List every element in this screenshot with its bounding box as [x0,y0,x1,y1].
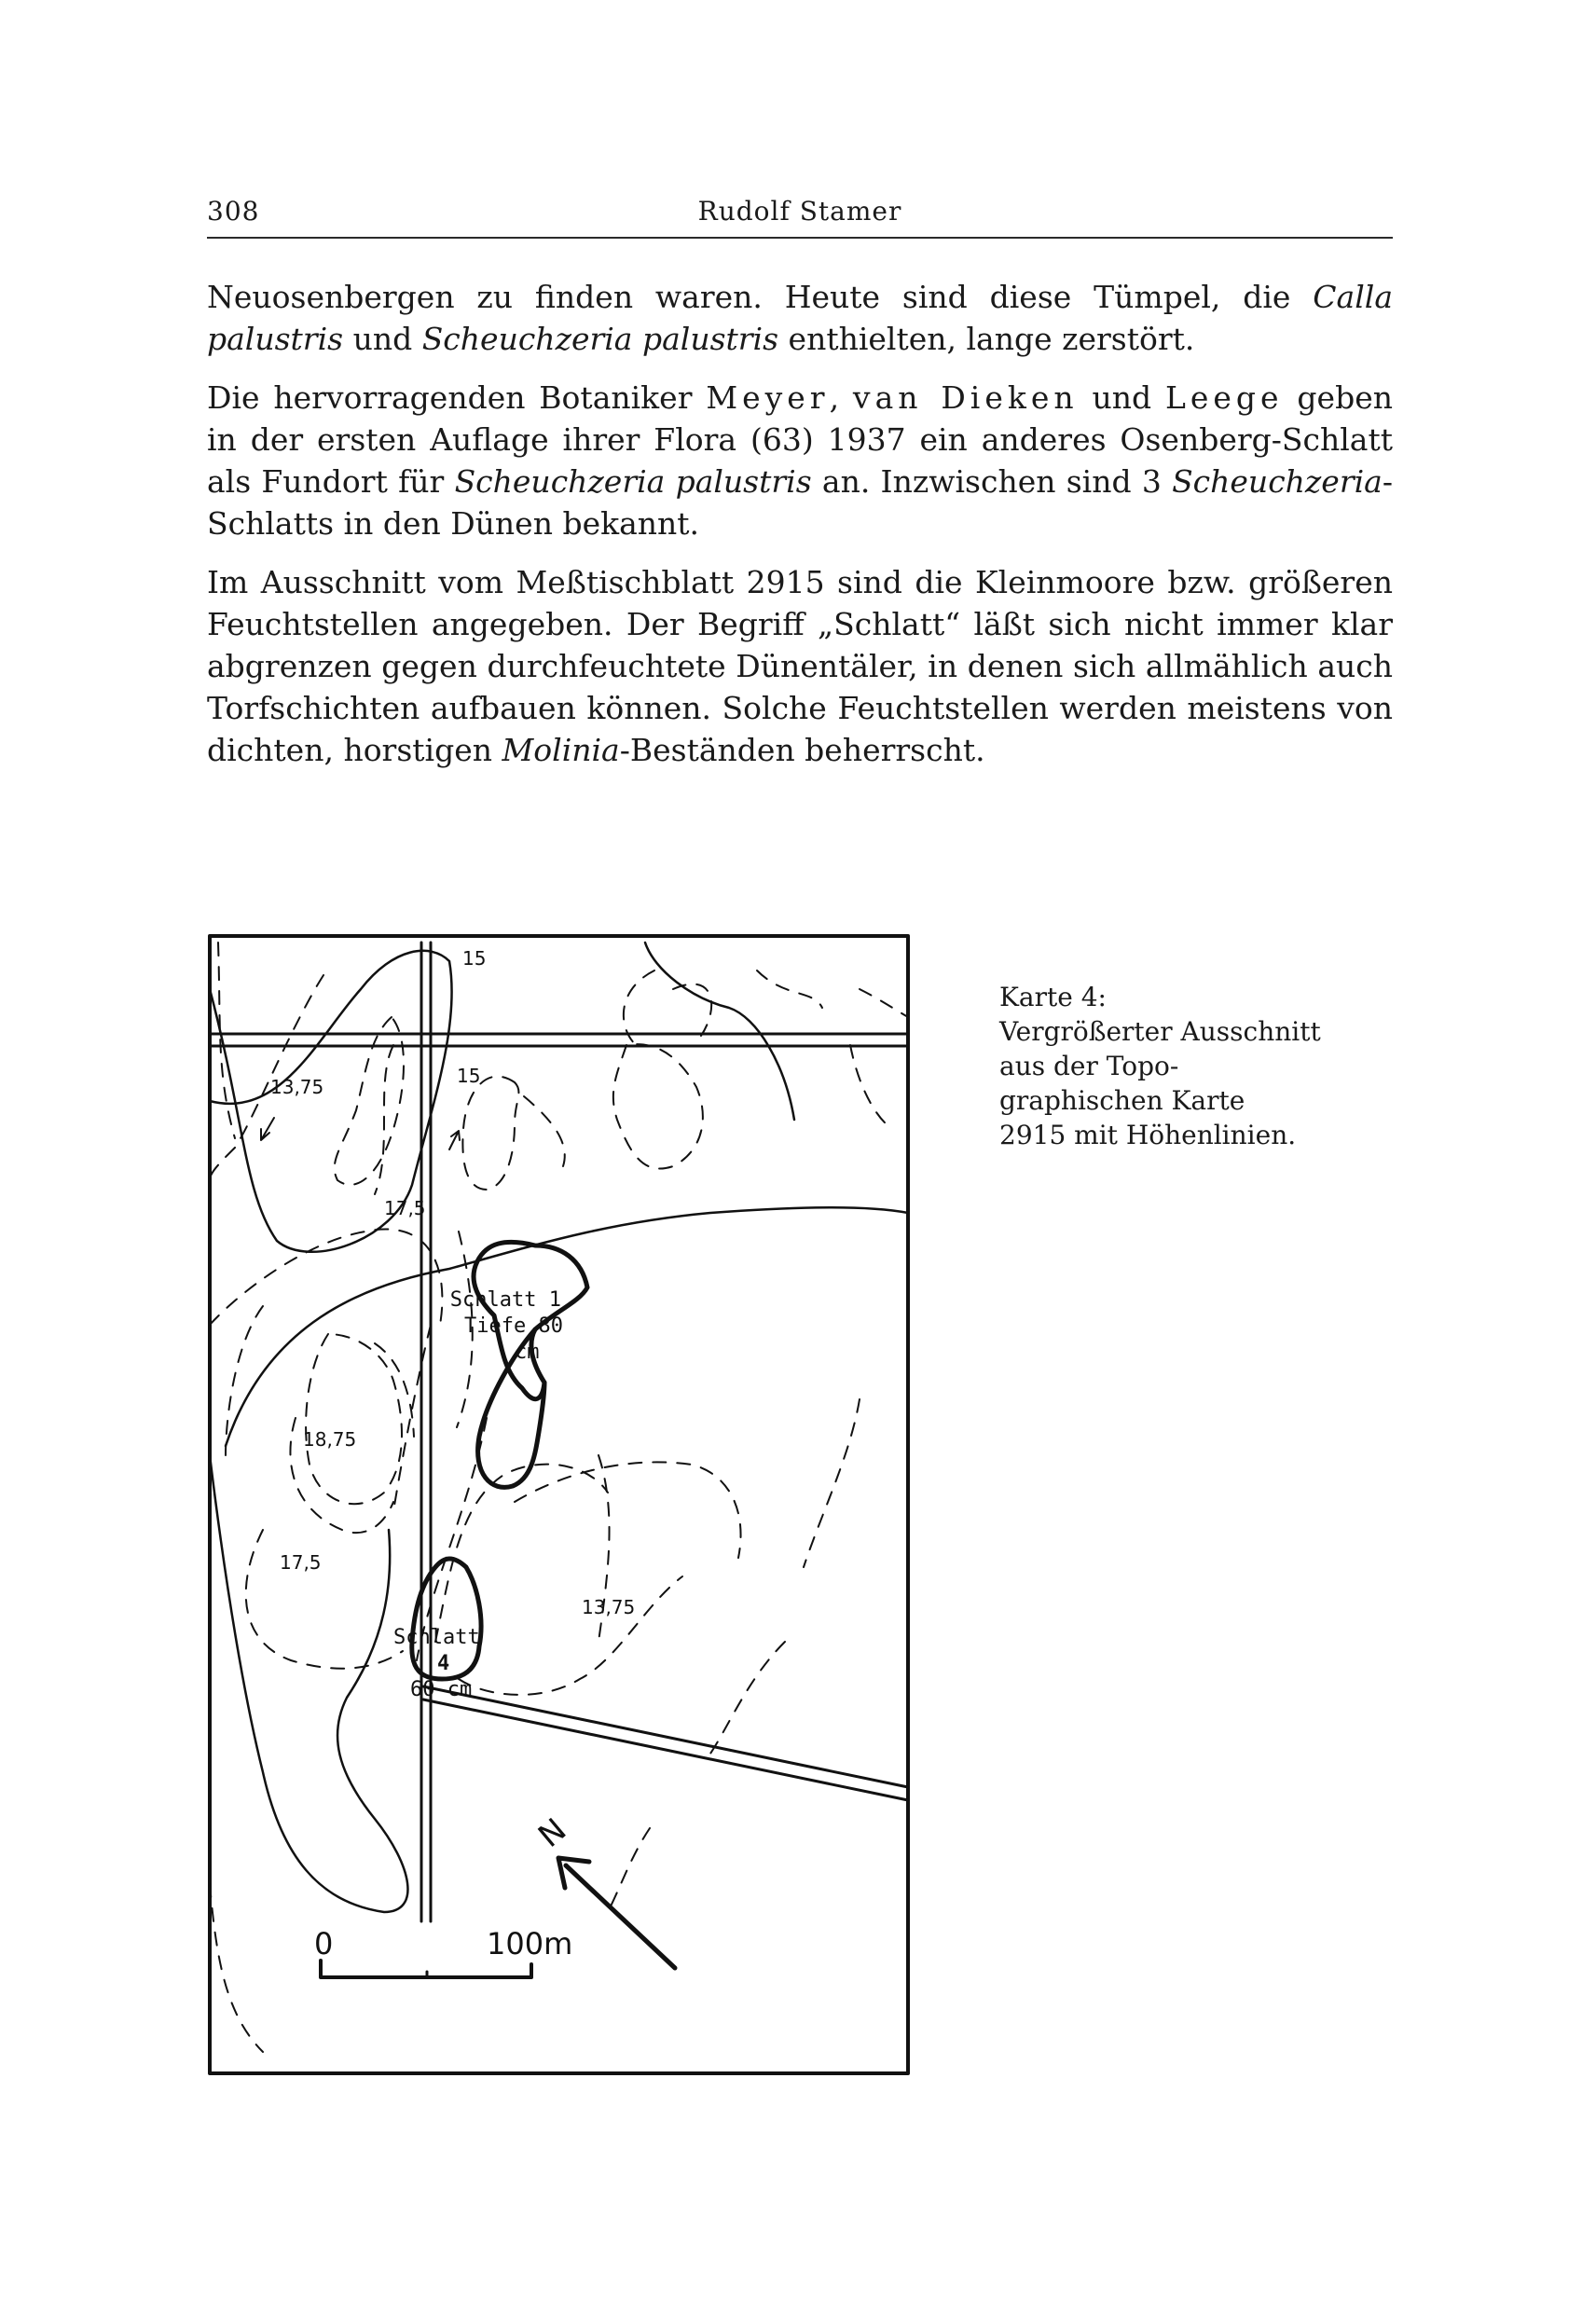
paragraph-3 [207,561,1393,771]
scale-label-end: 100m [487,1926,573,1961]
paragraph-2-text-b: , [829,379,853,416]
topographic-map [207,933,911,2076]
dashed-contours [209,943,908,2052]
map-border [210,936,908,2073]
body-text [207,276,1393,788]
scale-label-zero: 0 [314,1926,334,1961]
schlatt-1-depth: Tiefe 80 [464,1314,563,1338]
schlatt-4-depth: 60 cm [410,1678,473,1701]
caption-line-2: Vergrößerter Ausschnitt [999,1016,1321,1047]
paragraph-1 [207,276,1393,360]
page-header [207,196,1393,239]
paragraph-3-text-a: Im Ausschnitt vom Meßtischblatt 2915 sind die Kleinmoore bzw. größeren Feuchtstellen angegeben. Der Begriff „Schlatt“ läßt sich nicht immer klar abgrenzen gegen durchfeuchtete Dünentäler, in denen sich allmählich auch Torfschichten aufbauen können. Solche Feuchtstellen werden meistens von dichten, horstigen [207,564,1393,768]
caption-line-1: Karte 4: [999,982,1107,1012]
schlatt-4-number: 4 [437,1652,450,1675]
genus-molinia: Molinia [502,732,620,768]
running-head: Rudolf Stamer [697,196,902,227]
author-name-1: Meyer [706,379,830,416]
species-scheuchzeria: Scheuchzeria palustris [421,321,779,357]
map-caption [999,980,1354,1152]
contour-label-15-top: 15 [462,947,487,970]
caption-line-5: 2915 mit Höhenlinien. [999,1120,1297,1150]
contour-label-1375-right: 13,75 [582,1596,636,1618]
author-name-2: van Dieken [852,379,1079,416]
paragraph-1-text-a: Neuosenbergen zu finden waren. Heute sind diese Tümpel, die [207,279,1314,315]
species-scheuchzeria-2: Scheuchzeria palustris [454,463,812,500]
paragraph-1-text-c: enthielten, lange zerstört. [778,321,1195,357]
page-number: 308 [207,196,260,227]
contour-label-1375-left: 13,75 [270,1076,324,1098]
species-calla: Calla palustris [207,279,1393,357]
schlatt-1-label: Schlatt 1 [449,1288,561,1312]
paragraph-1-text-b: und [343,321,422,357]
caption-line-4: graphischen Karte [999,1085,1245,1116]
contour-label-175-bottom: 17,5 [280,1551,322,1574]
paragraph-3-text-b: -Beständen beherrscht. [619,732,985,768]
paragraph-2-text-f: -Schlatts in den Dünen bekannt. [207,463,1393,542]
paragraph-2-text-d: geben in der ersten Auflage ihrer Flora (63) 1937 ein anderes Osenberg-Schlatt als Fundort für [207,379,1393,500]
genus-scheuchzeria: Scheuchzeria [1172,463,1383,500]
contour-label-15-right: 15 [457,1065,481,1087]
north-label: N [531,1810,574,1855]
contour-label-175-top: 17,5 [384,1197,426,1219]
author-name-3: Leege [1164,379,1284,416]
paragraph-2-text-c: und [1078,379,1165,416]
paragraph-2 [207,377,1393,544]
schlatt-1-unit: cm [515,1341,540,1364]
north-arrow-shaft [566,1865,675,1968]
contour-label-1875: 18,75 [303,1428,357,1451]
paragraph-2-text-a: Die hervorragenden Botaniker [207,379,707,416]
paragraph-2-text-e: an. Inzwischen sind 3 [811,463,1173,500]
map-drawing [207,933,911,2076]
schlatt-4-label: Schlatt [393,1626,480,1649]
caption-line-3: aus der Topo- [999,1051,1179,1081]
